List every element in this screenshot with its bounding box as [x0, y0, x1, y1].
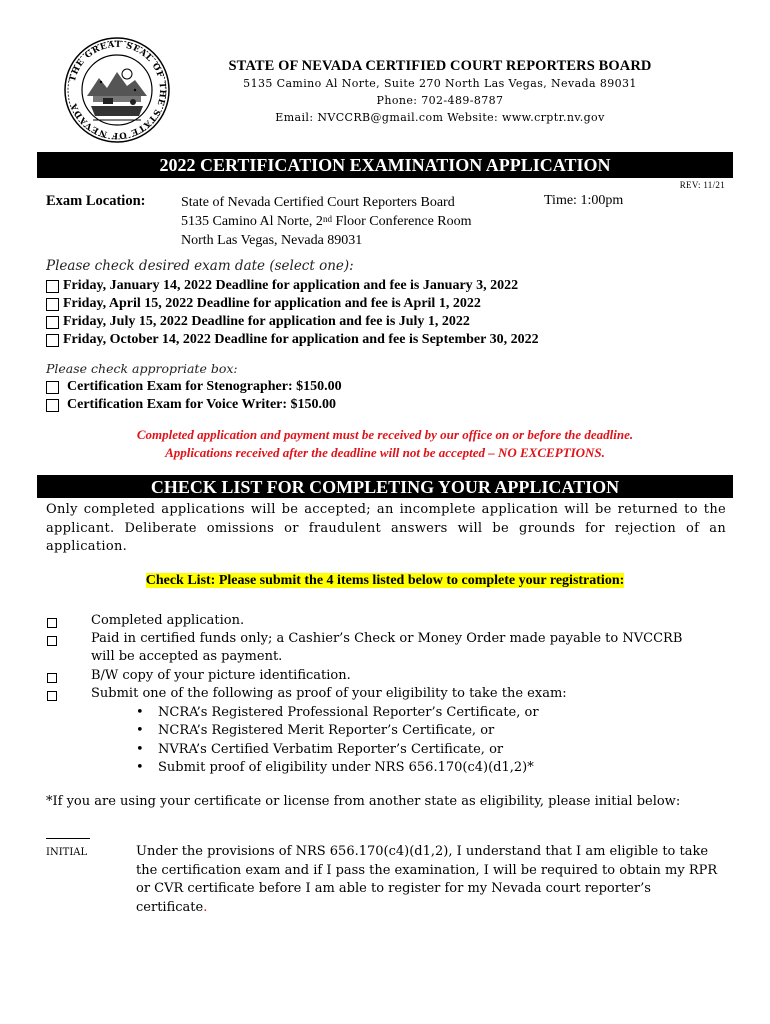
eligibility-option: NCRA’s Registered Professional Reporter’s Certificate, or [158, 705, 539, 720]
checklist-item-continued: will be accepted as payment. [91, 649, 283, 664]
board-email-website: Email: NVCCRB@gmail.com Website: www.crptr.nv.gov [275, 111, 605, 124]
initial-signature-line[interactable] [46, 838, 90, 839]
exam-type-label: Certification Exam for Voice Writer: $150.00 [67, 397, 337, 412]
board-address: 5135 Camino Al Norte, Suite 270 North Las Vegas, Nevada 89031 [243, 77, 637, 90]
exam-type-option[interactable] [46, 396, 336, 414]
exam-date-label: Friday, April 15, 2022 Deadline for application and fee is April 1, 2022 [63, 296, 481, 311]
exam-type-prompt: Please check appropriate box: [46, 361, 238, 376]
checklist-item: Submit one of the following as proof of your eligibility to take the exam: [91, 686, 567, 701]
checklist-item: Paid in certified funds only; a Cashier’s Check or Money Order made payable to NVCCRB [91, 631, 683, 646]
bullet-icon: • [136, 742, 144, 757]
application-title-bar: 2022 CERTIFICATION EXAMINATION APPLICATION [37, 152, 733, 178]
checkbox[interactable] [46, 316, 59, 329]
location-line-3: North Las Vegas, Nevada 89031 [181, 233, 363, 248]
checkbox[interactable] [46, 334, 59, 347]
bullet-icon: • [136, 760, 144, 775]
checkbox[interactable] [46, 298, 59, 311]
checklist-item: Completed application. [91, 613, 245, 628]
exam-date-prompt: Please check desired exam date (select one): [46, 258, 354, 274]
checklist-intro: Only completed applications will be accepted; an incomplete application will be returned to the applicant. Deliberate omissions or fraudulent answers will be grounds for rejection of an application. [46, 502, 726, 554]
exam-date-option[interactable] [46, 313, 470, 331]
checklist-checkbox[interactable] [47, 618, 57, 628]
checklist-checkbox[interactable] [47, 673, 57, 683]
initial-label: INITIAL [46, 847, 88, 858]
exam-date-label: Friday, July 15, 2022 Deadline for application and fee is July 1, 2022 [63, 314, 470, 329]
nevada-state-seal [63, 36, 171, 144]
exam-date-label: Friday, January 14, 2022 Deadline for application and fee is January 3, 2022 [63, 278, 519, 293]
checkbox[interactable] [46, 381, 59, 394]
eligibility-option: Submit proof of eligibility under NRS 656.170(c4)(d1,2)* [158, 760, 534, 775]
exam-date-option[interactable] [46, 295, 481, 313]
exam-date-option[interactable] [46, 277, 518, 295]
checkbox[interactable] [46, 280, 59, 293]
bullet-icon: • [136, 705, 144, 720]
checkbox[interactable] [46, 399, 59, 412]
exam-type-option[interactable] [46, 378, 342, 396]
checklist-heading: Check List: Please submit the 4 items listed below to complete your registration: [145, 573, 625, 588]
deadline-warning-line-1: Completed application and payment must be received by our office on or before the deadline. [136, 427, 634, 442]
out-of-state-note: *If you are using your certificate or license from another state as eligibility, please initial below: [46, 794, 681, 809]
checklist-checkbox[interactable] [47, 636, 57, 646]
exam-type-label: Certification Exam for Stenographer: $150.00 [67, 379, 342, 394]
location-line-1: State of Nevada Certified Court Reporters Board [181, 195, 455, 210]
exam-location-label: Exam Location: [46, 193, 146, 209]
svg-text:THE GREAT SEAL OF THE STATE OF: THE GREAT SEAL OF THE STATE OF NEVADA [67, 39, 168, 141]
checklist-item: B/W copy of your picture identification. [91, 668, 351, 683]
deadline-warning-line-2: Applications received after the deadline will not be accepted – NO EXCEPTIONS. [165, 445, 605, 460]
board-phone: Phone: 702-489-8787 [376, 94, 504, 107]
eligibility-option: NVRA’s Certified Verbatim Reporter’s Certificate, or [158, 742, 504, 757]
eligibility-option: NCRA’s Registered Merit Reporter’s Certificate, or [158, 723, 495, 738]
revision-label: REV: 11/21 [679, 180, 725, 190]
location-line-2: 5135 Camino Al Norte, 2nd Floor Conference Room [181, 214, 472, 229]
exam-time: Time: 1:00pm [544, 193, 624, 208]
provision-statement: Under the provisions of NRS 656.170(c4)(d1,2), I understand that I am eligible to take the certification exam and if I pass the examination, I will be required to obtain my RPR or CVR certificate before I am able to register for my Nevada court reporter’s certificate. [136, 844, 718, 915]
checklist-checkbox[interactable] [47, 691, 57, 701]
exam-date-label: Friday, October 14, 2022 Deadline for application and fee is September 30, 2022 [63, 332, 539, 347]
board-title: STATE OF NEVADA CERTIFIED COURT REPORTERS BOARD [228, 58, 652, 74]
exam-date-option[interactable] [46, 331, 539, 349]
checklist-title-bar: CHECK LIST FOR COMPLETING YOUR APPLICATION [37, 475, 733, 498]
exam-location-address [181, 193, 472, 250]
bullet-icon: • [136, 723, 144, 738]
